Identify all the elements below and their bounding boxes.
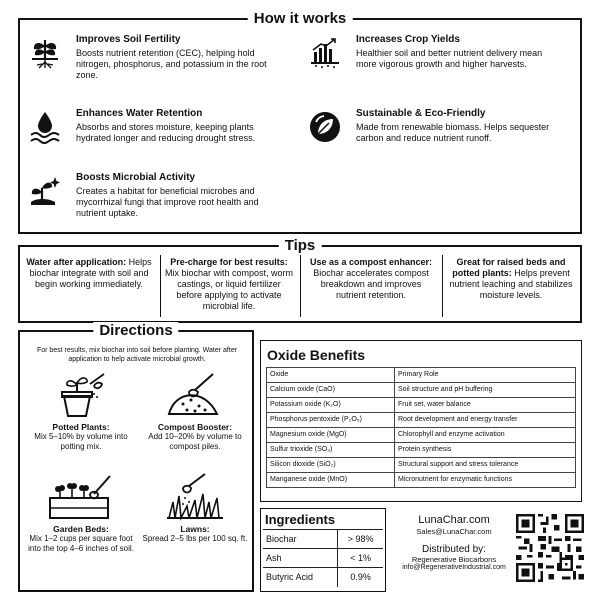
table-row	[263, 549, 383, 568]
feature-microbial-activity	[28, 172, 283, 219]
tip-item	[24, 257, 154, 290]
tip-text: Mix biochar with compost, worm castings, or liquid fertilizer before applying to activate microbial life.	[164, 268, 294, 311]
tip-item	[446, 257, 576, 301]
table-row	[263, 530, 383, 549]
ingredient-name: Butyric Acid	[263, 568, 338, 587]
ingredients-title: Ingredients	[265, 512, 336, 527]
tip-divider	[300, 255, 301, 317]
tip-text: Helps prevent nutrient leaching and stabilizes moisture levels.	[449, 268, 573, 300]
table-row	[267, 443, 576, 458]
oxide-name: Sulfur trioxide (SO₃)	[267, 443, 395, 458]
garden-bed-icon	[46, 472, 116, 522]
oxide-role: Micronutrient for enzymatic functions	[395, 473, 576, 488]
feature-title: Boosts Microbial Activity	[76, 172, 196, 183]
ingredient-value: 0.9%	[338, 568, 383, 587]
directions-title: Directions	[93, 322, 178, 339]
ingredient-name: Ash	[263, 549, 338, 568]
oxide-role: Structural support and stress tolerance	[395, 458, 576, 473]
tip-text: Helps biochar integrate with soil and begin working immediately.	[29, 257, 152, 289]
oxide-role: Soil structure and pH buffering	[395, 383, 576, 398]
distributor-name: Regenerative Biocarbons	[411, 555, 497, 564]
table-row	[267, 428, 576, 443]
ingredients-section	[260, 508, 386, 592]
ingredient-value: < 1%	[338, 549, 383, 568]
tip-lead: Water after application:	[26, 257, 127, 267]
ingredient-name: Biochar	[263, 530, 338, 549]
feature-sustainable	[308, 108, 563, 144]
feature-soil-fertility	[28, 34, 283, 81]
direction-text: Add 10–20% by volume to compost piles.	[148, 432, 242, 451]
oxide-role: Chlorophyll and enzyme activation	[395, 428, 576, 443]
feature-text: Creates a habitat for beneficial microbes and mycorrhizal fungi that improve root health and nutrient uptake.	[76, 186, 259, 218]
water-drop-icon	[28, 110, 62, 144]
potted-plant-icon	[54, 370, 108, 420]
oxide-name: Manganese oxide (MnO)	[267, 473, 395, 488]
oxide-name: Calcium oxide (CaO)	[267, 383, 395, 398]
table-row	[263, 568, 383, 587]
ingredients-table	[263, 529, 383, 587]
distributor-email-link[interactable]: info@RegenerativeIndustrial.com	[402, 564, 506, 571]
feature-crop-yields	[308, 34, 563, 70]
feature-water-retention	[28, 108, 283, 144]
oxide-role: Root development and energy transfer	[395, 413, 576, 428]
oxide-name: Silicon dioxide (SiO₂)	[267, 458, 395, 473]
direction-title: Compost Booster:	[157, 422, 233, 432]
feature-text: Healthier soil and better nutrient delivery mean more vigorous growth and higher harvests.	[356, 48, 543, 69]
oxide-role: Fruit set, water balance	[395, 398, 576, 413]
oxide-benefits-section	[260, 340, 582, 502]
tip-divider	[442, 255, 443, 317]
tip-lead: Great for raised beds and potted plants:	[452, 257, 566, 278]
tip-item	[306, 257, 436, 301]
lawn-icon	[165, 472, 225, 522]
oxide-name: Phosphorus pentoxide (P₂O₅)	[267, 413, 395, 428]
feature-title: Increases Crop Yields	[356, 34, 460, 45]
direction-text: Spread 2–5 lbs per 100 sq. ft.	[142, 534, 248, 543]
oxide-name: Magnesium oxide (MgO)	[267, 428, 395, 443]
table-header: Primary Role	[395, 368, 576, 383]
directions-note: For best results, mix biochar into soil before planting. Water after application to help activate microbial growth.	[36, 347, 238, 363]
feature-text: Made from renewable biomass. Helps sequester carbon and reduce nutrient runoff.	[356, 122, 550, 143]
direction-text: Mix 5–10% by volume into potting mix.	[34, 432, 128, 451]
compost-pile-icon	[165, 370, 225, 420]
tip-lead: Pre-charge for best results:	[170, 257, 288, 267]
contact-block	[392, 514, 516, 571]
distributed-by-label: Distributed by:	[422, 544, 486, 555]
direction-title: Lawns:	[180, 524, 210, 534]
qr-code-icon[interactable]	[516, 514, 584, 582]
direction-garden-beds	[26, 472, 136, 554]
eco-leaf-icon	[308, 110, 342, 144]
direction-title: Potted Plants:	[52, 422, 110, 432]
table-header-row	[267, 368, 576, 383]
ingredient-value: > 98%	[338, 530, 383, 549]
crop-growth-icon	[308, 36, 342, 70]
tip-lead: Use as a compost enhancer:	[309, 257, 433, 267]
table-row	[267, 383, 576, 398]
direction-title: Garden Beds:	[53, 524, 109, 534]
direction-lawns	[140, 472, 250, 544]
table-row	[267, 473, 576, 488]
feature-title: Enhances Water Retention	[76, 108, 203, 119]
tips-section	[18, 237, 582, 323]
feature-title: Improves Soil Fertility	[76, 34, 181, 45]
tips-title: Tips	[279, 237, 322, 254]
directions-section	[18, 322, 254, 592]
feature-text: Absorbs and stores moisture, keeping plants hydrated longer and reducing drought stress.	[76, 122, 256, 143]
table-row	[267, 458, 576, 473]
table-row	[267, 413, 576, 428]
direction-compost-booster	[140, 370, 250, 452]
oxide-role: Protein synthesis	[395, 443, 576, 458]
how-it-works-section	[18, 10, 582, 234]
table-header: Oxide	[267, 368, 395, 383]
how-it-works-title: How it works	[248, 10, 353, 27]
direction-text: Mix 1–2 cups per square foot into the top 4–6 inches of soil.	[28, 534, 134, 553]
direction-potted-plants	[26, 370, 136, 452]
tip-text: Biochar accelerates compost breakdown and improves nutrient retention.	[313, 268, 429, 300]
oxide-title: Oxide Benefits	[267, 347, 366, 363]
feature-title: Sustainable & Eco-Friendly	[356, 108, 486, 119]
website-link[interactable]: LunaChar.com	[418, 514, 490, 526]
oxide-table	[266, 367, 576, 488]
table-row	[267, 398, 576, 413]
tip-divider	[160, 255, 161, 317]
sprout-roots-icon	[28, 36, 62, 70]
oxide-name: Potassium oxide (K₂O)	[267, 398, 395, 413]
feature-text: Boosts nutrient retention (CEC), helping hold nitrogen, phosphorus, and potassium in the root zone.	[76, 48, 267, 80]
sprout-sparkle-icon	[28, 174, 62, 208]
sales-email-link[interactable]: Sales@LunaChar.com	[416, 527, 492, 536]
tip-item	[164, 257, 294, 312]
